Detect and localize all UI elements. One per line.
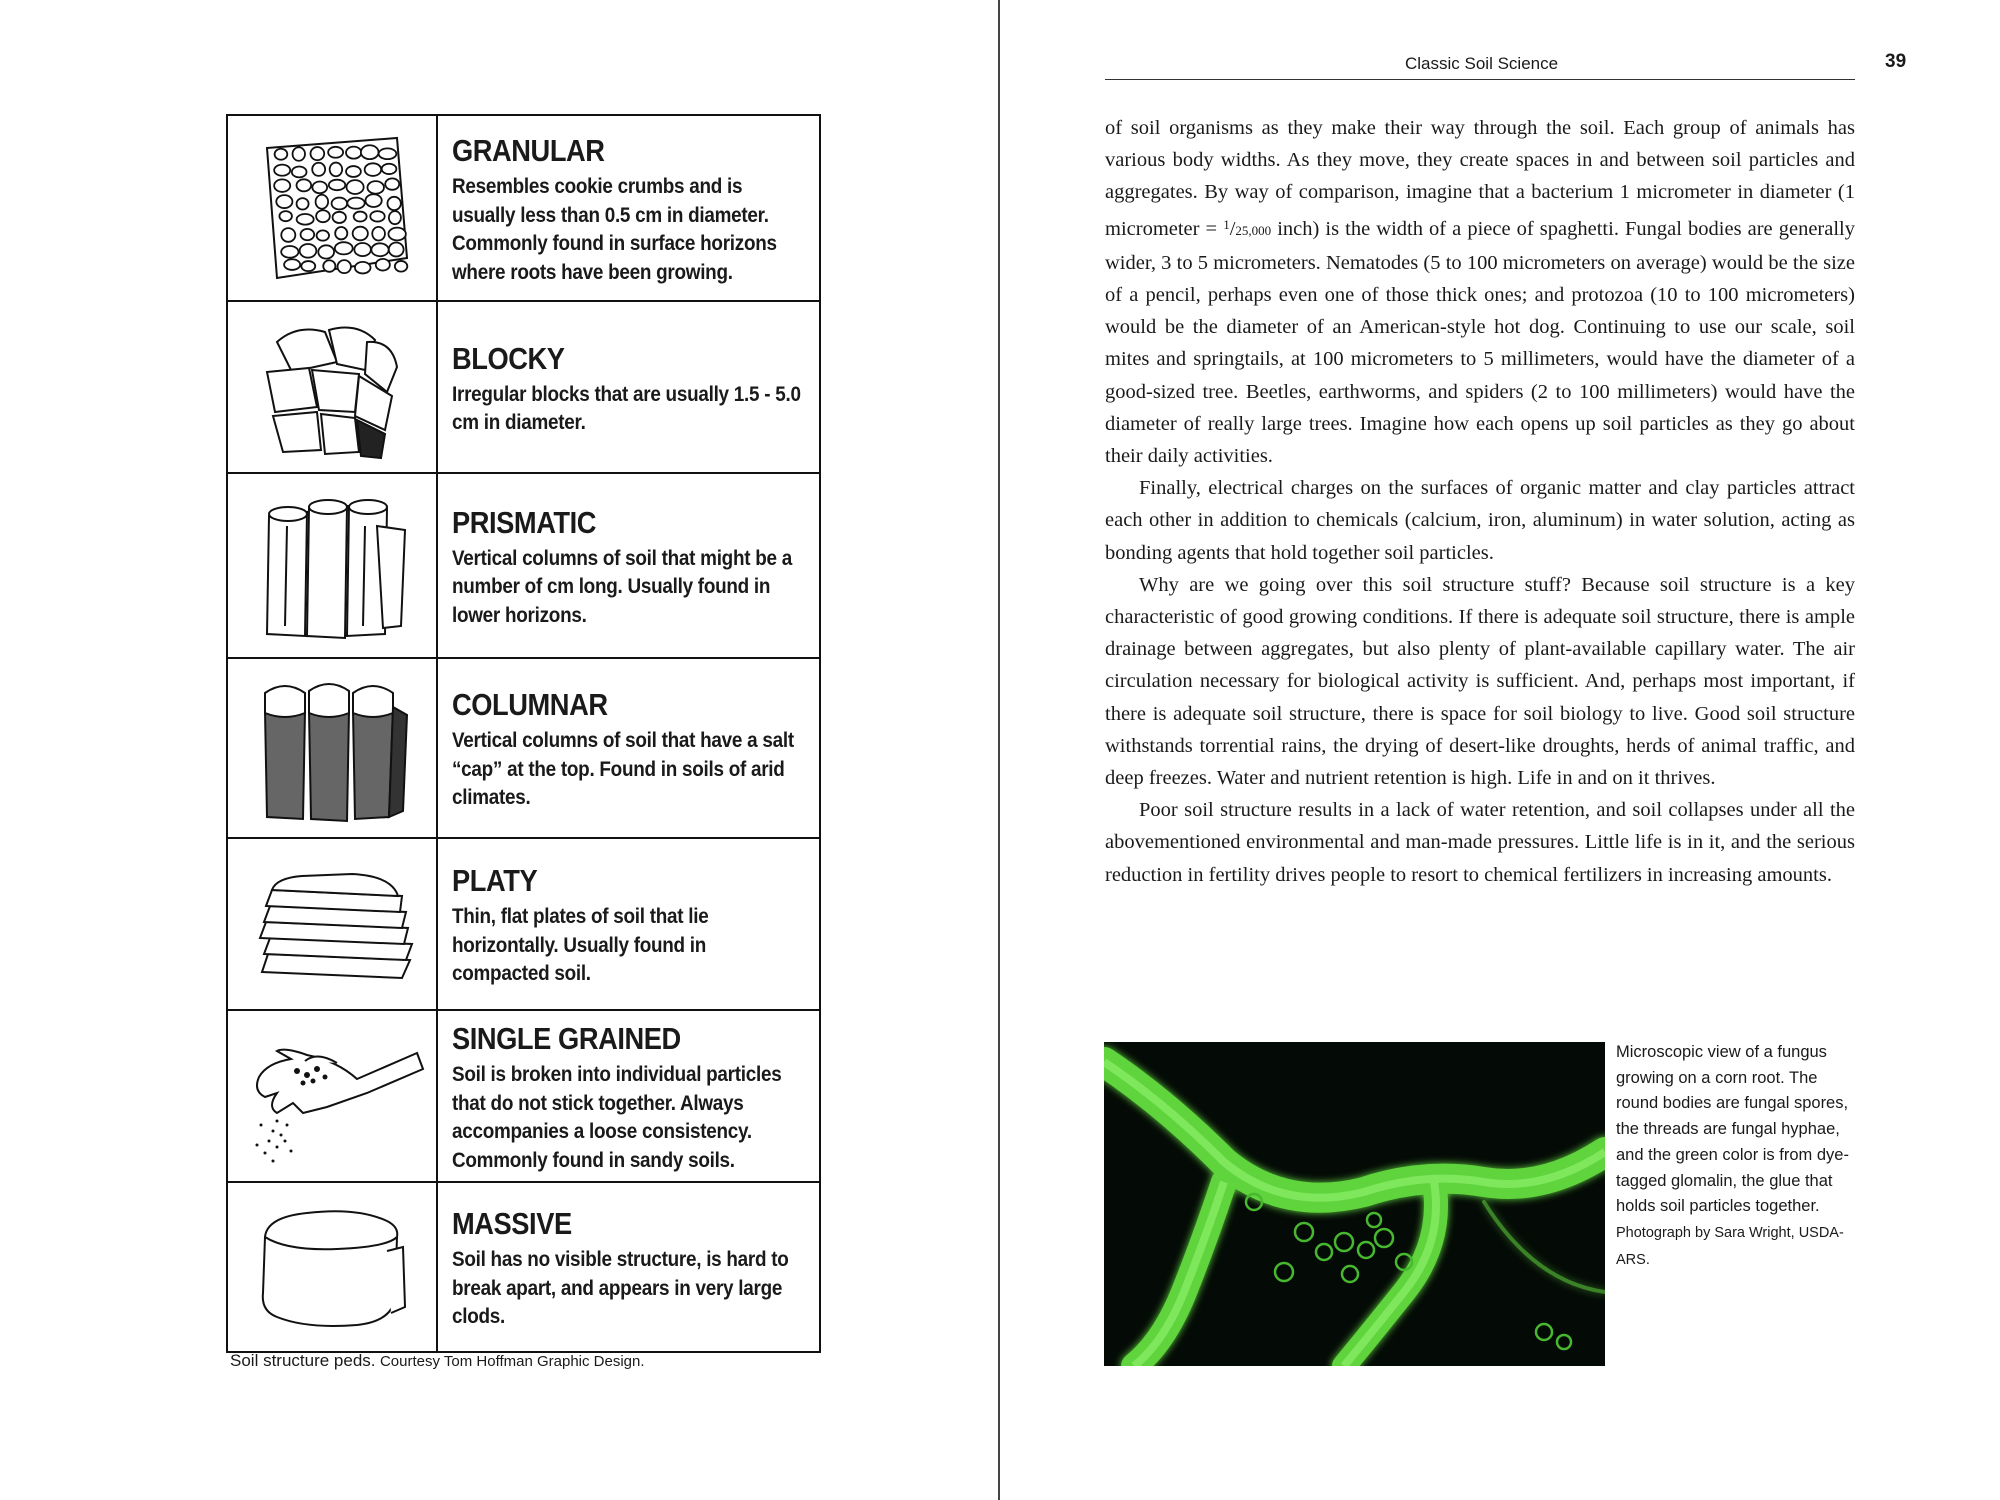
- granule: [379, 148, 397, 159]
- granule: [335, 242, 353, 254]
- granule: [346, 147, 361, 159]
- granule: [333, 212, 346, 223]
- paragraph-text: inch) is the width of a piece of spaghetti. Fungal bodies are generally wider, 3 to 5 micrometers. Nematodes (5 to 100 micrometers on average) would be the size of a pencil, perhaps even one of those thick ones; and protozoa (10 to 100 micrometers) would be the diameter of an American-style hot dog. Continuing to use our scale, soil mites and springtails, at 100 micrometers to 5 millimeters, would have the diameter of a good-sized tree. Beetles, earthworms, and spiders (2 to 100 millimeters) would have the diameter of really large trees. Imagine how each opens up soil particles as they go about their daily activities.: [1105, 217, 1855, 468]
- ped-description: Soil has no visible structure, is hard to break apart, and appears in very large clods.: [452, 1248, 789, 1329]
- granule: [311, 147, 325, 160]
- granule: [376, 259, 390, 271]
- body-text: [1105, 112, 1855, 891]
- spread-gutter: [998, 0, 1000, 1500]
- granule: [335, 227, 347, 239]
- ped-text: [438, 1183, 819, 1351]
- photo-caption-text: Microscopic view of a fungus growing on a corn root. The round bodies are fungal spores, the threads are fungal hyphae, and the green color is from dye-tagged glomalin, the glue that holds soil particles together.: [1616, 1043, 1849, 1216]
- granule: [297, 198, 309, 209]
- massive-clod-icon: [228, 1183, 438, 1351]
- granule: [389, 211, 401, 224]
- caption-lead: Soil structure peds.: [230, 1351, 376, 1370]
- ped-row-single-grained: [228, 1009, 819, 1181]
- granule: [279, 211, 291, 221]
- ped-description: Soil is broken into individual particles that do not stick together. Always accompanies a loose consistency. Commonly found in sandy soils.: [452, 1063, 782, 1172]
- single-grained-hand-icon: [228, 1011, 438, 1181]
- paragraph: Finally, electrical charges on the surfaces of organic matter and clay particles attract each other in addition to chemicals (calcium, iron, aluminum) in water solution, acting as bonding agents that hold together soil particles.: [1105, 477, 1855, 564]
- ped-text: [438, 302, 819, 472]
- granule: [382, 164, 397, 174]
- ped-row-platy: [228, 837, 819, 1009]
- page-number: 39: [1885, 51, 1907, 72]
- ped-title: PRISMATIC: [452, 504, 597, 540]
- granule: [372, 227, 385, 241]
- granule: [317, 230, 329, 240]
- granule: [323, 260, 335, 272]
- granule: [347, 180, 364, 194]
- granule: [389, 242, 404, 256]
- granule: [338, 260, 351, 273]
- granule: [395, 261, 408, 272]
- granule: [300, 244, 317, 258]
- granule: [328, 147, 343, 158]
- ped-text: [438, 116, 819, 300]
- granule: [293, 147, 305, 161]
- granule: [281, 246, 298, 258]
- granule: [275, 149, 288, 160]
- ped-title: SINGLE GRAINED: [452, 1021, 681, 1056]
- blocky-peds-icon: [228, 302, 438, 472]
- ped-description: Vertical columns of soil that might be a number of cm long. Usually found in lower horizons.: [452, 546, 792, 627]
- granule: [316, 195, 329, 209]
- granular-peds-icon: [228, 116, 438, 300]
- granule: [354, 243, 371, 256]
- figure-caption: [230, 1351, 645, 1371]
- ped-description: Resembles cookie crumbs and is usually less than 0.5 cm in diameter. Commonly found in surface horizons where roots have been growing.: [452, 175, 777, 284]
- granule: [370, 211, 384, 221]
- granule: [284, 259, 300, 270]
- fungus-micrograph: [1104, 1042, 1605, 1366]
- caption-credit: Courtesy Tom Hoffman Graphic Design.: [379, 1353, 645, 1370]
- fraction-numerator: 1: [1223, 216, 1230, 232]
- fraction: $^1$/25,000: [1223, 216, 1272, 240]
- ped-row-prismatic: [228, 472, 819, 657]
- platy-peds-icon: [228, 839, 438, 1009]
- granule: [274, 165, 290, 176]
- ped-description: Irregular blocks that are usually 1.5 - 5.0 cm in diameter.: [452, 382, 801, 434]
- granule: [347, 198, 364, 209]
- ped-row-blocky: [228, 300, 819, 472]
- granule: [365, 163, 382, 176]
- paragraph-text: of soil organisms as they make their way through the soil. Each group of animals has various body widths. As they move, they create spaces in and between soil particles and aggregates. By way of comparison, imagine that a bacterium 1 micrometer in diameter (1 micrometer =: [1105, 117, 1855, 240]
- granule: [329, 180, 345, 191]
- granule: [371, 243, 388, 256]
- fraction-denominator: 25,000: [1235, 222, 1272, 238]
- ped-row-granular: [228, 116, 819, 300]
- ped-title: PLATY: [452, 863, 538, 899]
- ped-description: Vertical columns of soil that have a salt “cap” at the top. Found in soils of arid climates.: [452, 729, 794, 810]
- ped-row-massive: [228, 1181, 819, 1351]
- granule: [388, 228, 405, 241]
- granule: [318, 245, 334, 258]
- ped-row-columnar: [228, 657, 819, 837]
- ped-title: BLOCKY: [452, 340, 565, 376]
- running-head-title: Classic Soil Science: [1405, 54, 1559, 73]
- prismatic-peds-icon: [228, 474, 438, 657]
- ped-text: [438, 659, 819, 837]
- granule: [330, 163, 342, 177]
- columnar-peds-icon: [228, 659, 438, 837]
- ped-text: [438, 1011, 819, 1181]
- granule: [346, 166, 361, 177]
- ped-title: COLUMNAR: [452, 687, 608, 723]
- granule: [361, 145, 379, 159]
- granule: [297, 179, 312, 191]
- ped-text: [438, 839, 819, 1009]
- granule: [312, 181, 327, 193]
- granule: [281, 228, 295, 242]
- granule: [367, 181, 383, 194]
- granule: [365, 194, 381, 207]
- soil-structure-table: [226, 114, 821, 1353]
- photo-credit: Photograph by Sara Wright, USDA-ARS.: [1616, 1224, 1844, 1268]
- granule: [274, 179, 290, 192]
- paragraph: [1105, 112, 1855, 472]
- photo-caption: [1616, 1040, 1856, 1273]
- granule: [301, 261, 315, 271]
- granule: [354, 212, 367, 222]
- granule: [301, 229, 315, 240]
- ped-description: Thin, flat plates of soil that lie horizontally. Usually found in compacted soil.: [452, 905, 709, 986]
- granule: [312, 163, 325, 176]
- ped-text: [438, 474, 819, 657]
- paragraph: Why are we going over this soil structure stuff? Because soil structure is a key characteristic of good growing conditions. If there is adequate soil structure, there is ample drainage between aggregates, but also plenty of plant-available capillary water. The air circulation necessary for biological activity is sufficient. And, perhaps most important, if there is adequate soil structure, there is space for soil biology to live. Good soil structure withstands torrential rains, the drying of desert-like droughts, herds of animal traffic, and deep freezes. Water and nutrient retention is high. Life in and on it thrives.: [1105, 573, 1855, 790]
- granule: [332, 198, 348, 210]
- granule: [316, 210, 330, 222]
- granule: [387, 197, 400, 210]
- granule: [385, 178, 399, 189]
- granule: [355, 262, 371, 274]
- ped-title: MASSIVE: [452, 1206, 572, 1242]
- granule: [297, 214, 314, 225]
- granule: [353, 227, 368, 241]
- paragraph: Poor soil structure results in a lack of water retention, and soil collapses under all the abovementioned environmental and man-made pressures. Little life is in it, and the serious reduction in fertility drives people to resort to chemical fertilizers in increasing amounts.: [1105, 799, 1855, 886]
- ped-title: GRANULAR: [452, 133, 605, 168]
- granule: [276, 195, 292, 208]
- granule: [292, 166, 307, 177]
